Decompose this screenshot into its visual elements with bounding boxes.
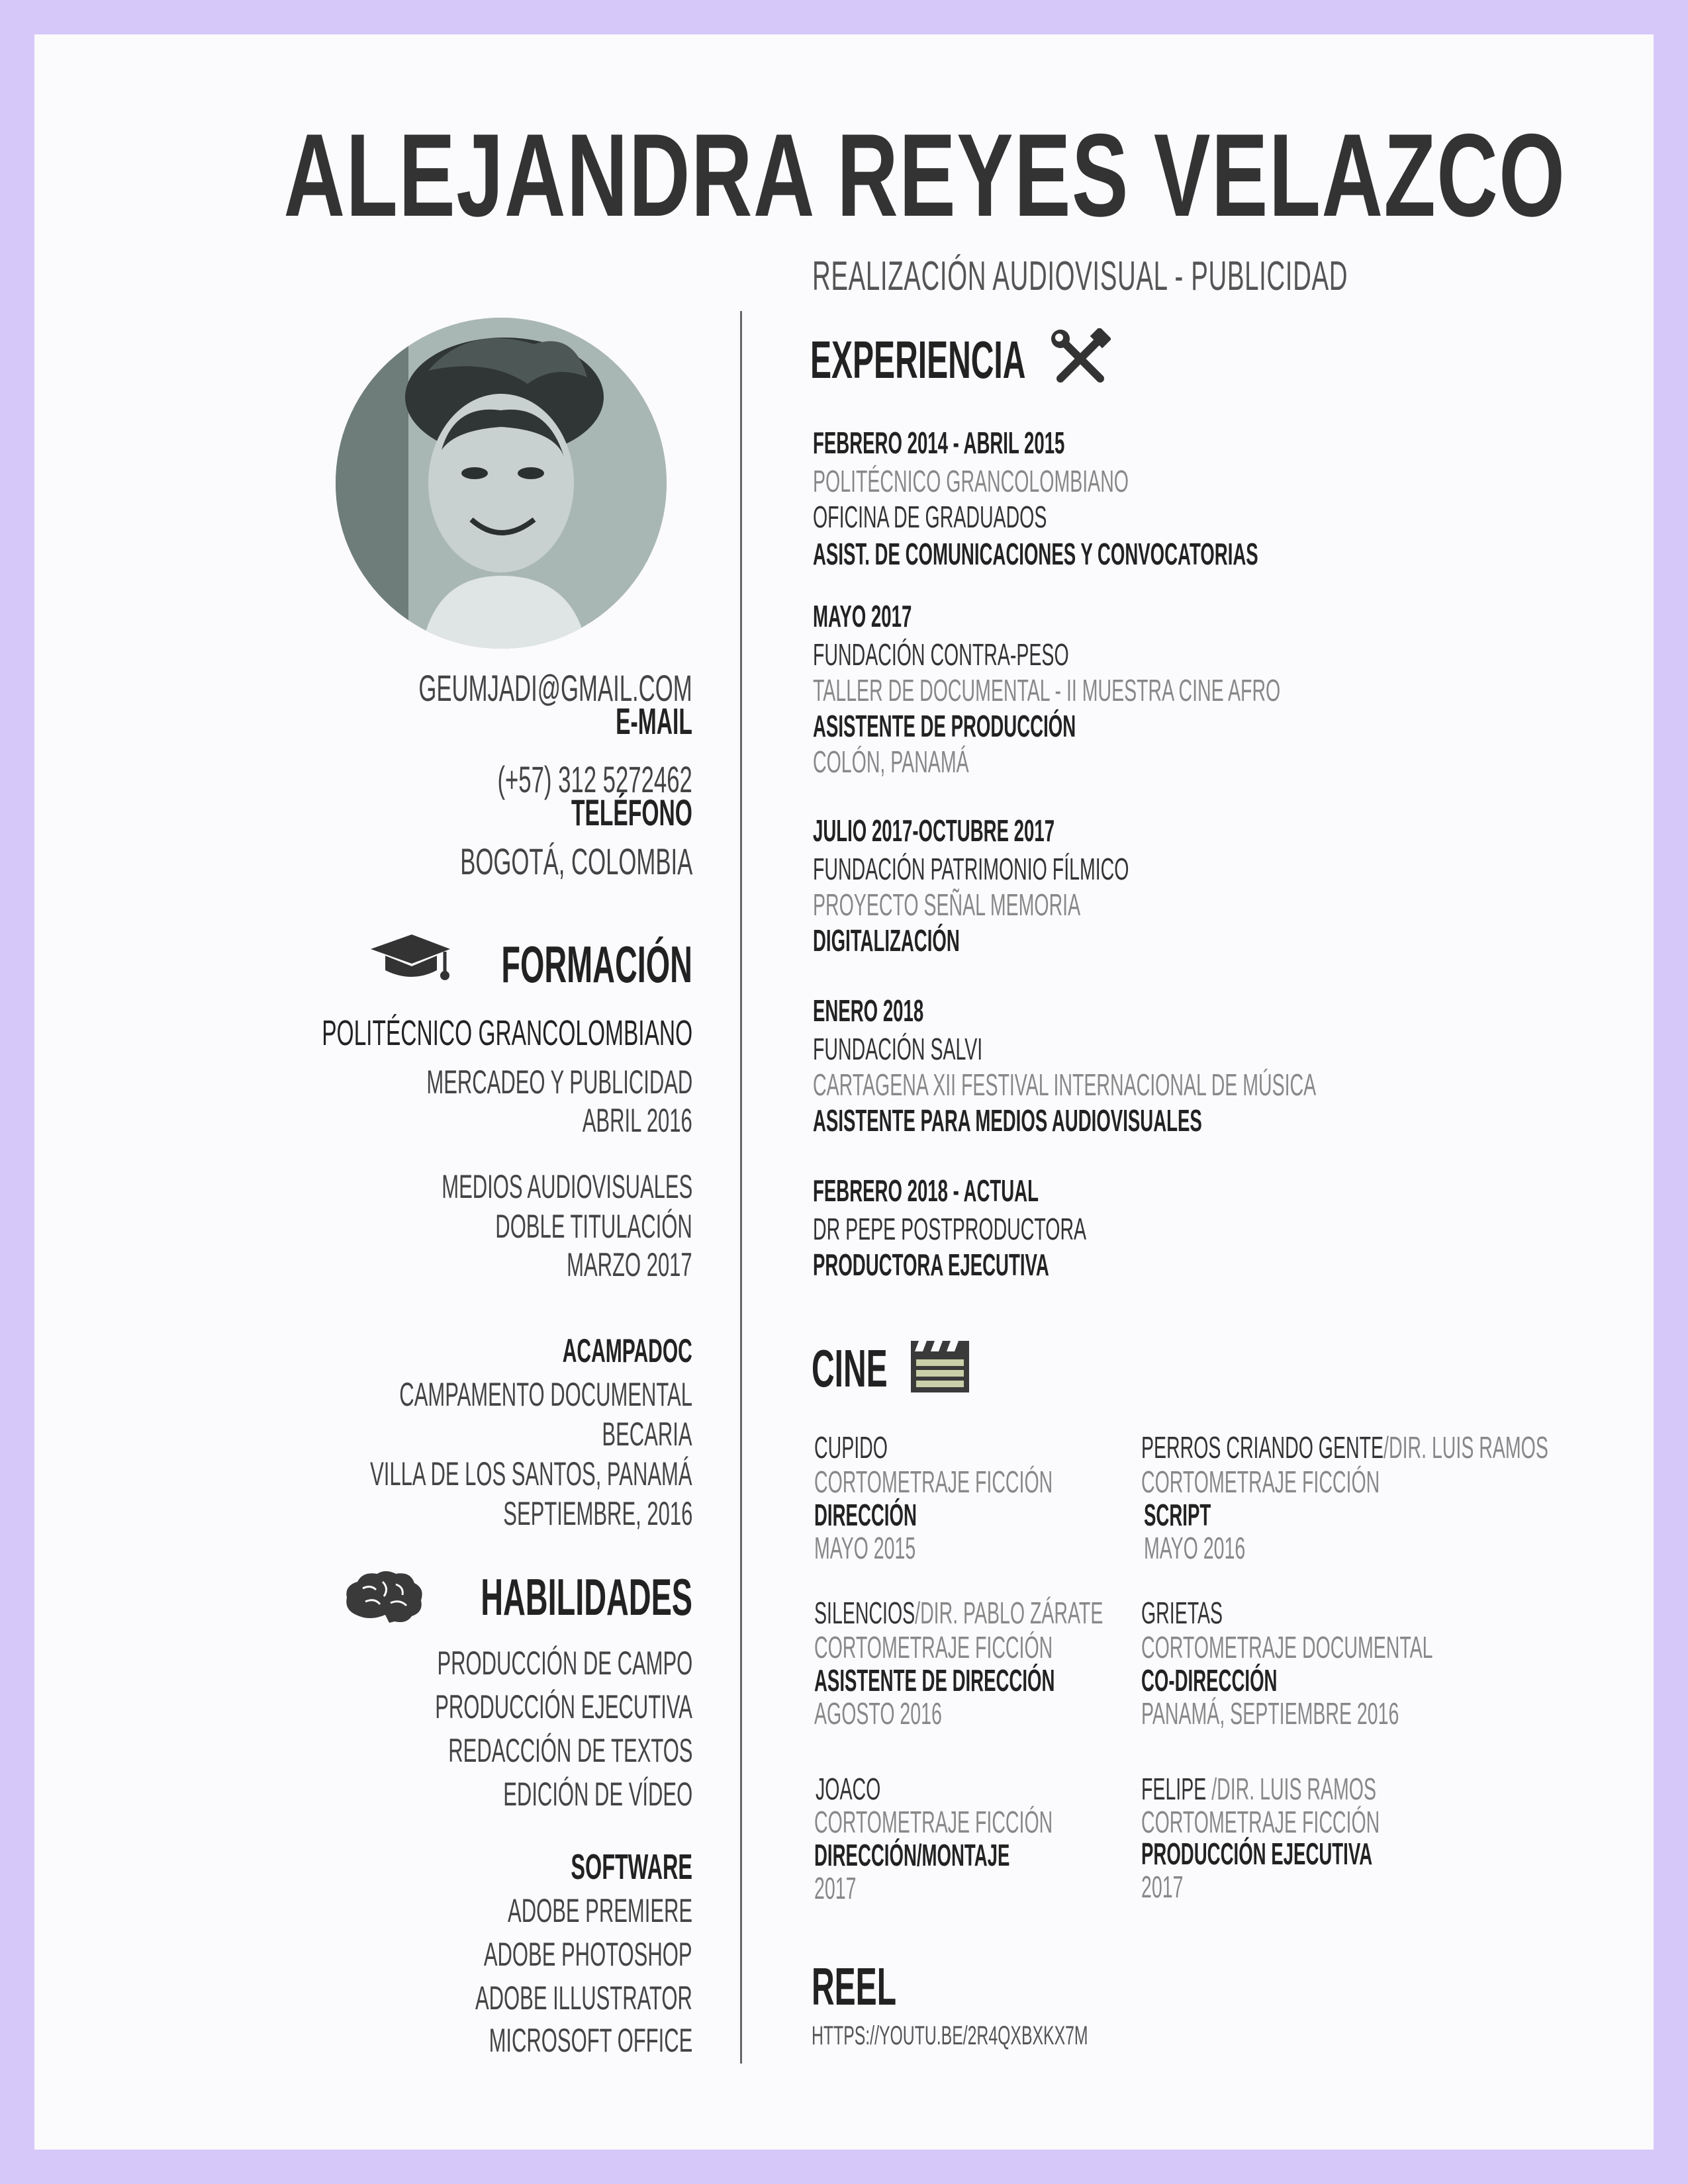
exp-role: ASISTENTE PARA MEDIOS AUDIOVISUALES — [813, 1103, 1202, 1138]
tools-icon — [1050, 328, 1111, 389]
film-type: CORTOMETRAJE FICCIÓN — [814, 1630, 1053, 1664]
film-title-line — [814, 1598, 1103, 1628]
exp-project: CARTAGENA XII FESTIVAL INTERNACIONAL DE MÚSICA — [813, 1068, 1317, 1102]
cine-title: CINE — [812, 1339, 888, 1398]
film-director: /DIR. LUIS RAMOS — [1211, 1772, 1377, 1806]
exp-org: FUNDACIÓN PATRIMONIO FÍLMICO — [813, 852, 1129, 886]
reel-title: REEL — [812, 1957, 897, 2016]
film-date: PANAMÁ, SEPTIEMBRE 2016 — [1141, 1696, 1399, 1731]
place-3: VILLA DE LOS SANTOS, PANAMÁ — [370, 1455, 692, 1492]
exp-date: ENERO 2018 — [813, 993, 924, 1028]
film-date: 2017 — [1141, 1870, 1184, 1904]
film-director: /DIR. LUIS RAMOS — [1383, 1430, 1548, 1465]
film-role: DIRECCIÓN — [814, 1498, 917, 1532]
exp-org: POLITÉCNICO GRANCOLOMBIANO — [813, 464, 1129, 498]
film-role: DIRECCIÓN/MONTAJE — [814, 1838, 1010, 1872]
film-role: SCRIPT — [1144, 1498, 1211, 1532]
date-2: MARZO 2017 — [567, 1246, 692, 1283]
film-role: PRODUCCIÓN EJECUTIVA — [1141, 1837, 1373, 1871]
exp-role: ASIST. DE COMUNICACIONES Y CONVOCATORIAS — [813, 537, 1258, 571]
candidate-name: ALEJANDRA REYES VELAZCO — [283, 109, 1566, 241]
exp-org: FUNDACIÓN SALVI — [813, 1032, 983, 1066]
column-divider — [740, 311, 742, 2064]
reel-link[interactable]: HTTPS://YOUTU.BE/2R4QXBXKX7M — [812, 2021, 1088, 2050]
resume-page — [34, 34, 1654, 2150]
skill-item: PRODUCCIÓN DE CAMPO — [437, 1645, 692, 1682]
film-title-line — [1141, 1774, 1376, 1804]
skill-item: PRODUCCIÓN EJECUTIVA — [435, 1688, 692, 1725]
exp-project: TALLER DE DOCUMENTAL - II MUESTRA CINE AFRO — [813, 673, 1281, 707]
software-item: ADOBE PHOTOSHOP — [484, 1936, 692, 1973]
experiencia-title: EXPERIENCIA — [810, 330, 1026, 389]
film-title: JOACO — [816, 1772, 881, 1806]
film-type: CORTOMETRAJE FICCIÓN — [814, 1465, 1053, 1499]
exp-date: FEBRERO 2014 - ABRIL 2015 — [813, 426, 1065, 460]
email-value[interactable]: GEUMJADI@GMAIL.COM — [418, 667, 692, 709]
exp-role: DIGITALIZACIÓN — [813, 923, 960, 958]
role-3: BECARIA — [602, 1416, 692, 1453]
program-2-note: DOBLE TITULACIÓN — [495, 1208, 692, 1245]
exp-date: FEBRERO 2018 - ACTUAL — [813, 1173, 1039, 1208]
date-1: ABRIL 2016 — [582, 1102, 692, 1139]
candidate-subtitle: REALIZACIÓN AUDIOVISUAL - PUBLICIDAD — [812, 253, 1348, 299]
exp-date: JULIO 2017-OCTUBRE 2017 — [813, 813, 1055, 848]
film-role: CO-DIRECCIÓN — [1141, 1663, 1278, 1698]
formacion-title: FORMACIÓN — [501, 935, 692, 993]
software-title: SOFTWARE — [571, 1847, 692, 1887]
skill-item: REDACCIÓN DE TEXTOS — [447, 1732, 692, 1769]
film-title: FELIPE — [1141, 1772, 1207, 1806]
film-title: SILENCIOS — [814, 1596, 915, 1630]
software-item: ADOBE ILLUSTRATOR — [475, 1979, 692, 2017]
film-director: /DIR. PABLO ZÁRATE — [915, 1596, 1103, 1630]
exp-date: MAYO 2017 — [813, 599, 912, 633]
clapperboard-icon — [910, 1340, 970, 1394]
film-type: CORTOMETRAJE FICCIÓN — [814, 1805, 1053, 1839]
film-title: CUPIDO — [814, 1430, 888, 1465]
film-title-line — [1141, 1432, 1548, 1463]
program-3: CAMPAMENTO DOCUMENTAL — [399, 1376, 692, 1413]
film-type: CORTOMETRAJE FICCIÓN — [1141, 1465, 1380, 1499]
exp-role: ASISTENTE DE PRODUCCIÓN — [813, 709, 1076, 743]
software-item: MICROSOFT OFFICE — [489, 2022, 692, 2059]
film-title: PERROS CRIANDO GENTE — [1141, 1430, 1384, 1465]
film-type: CORTOMETRAJE FICCIÓN — [1141, 1805, 1380, 1839]
film-date: AGOSTO 2016 — [814, 1696, 942, 1731]
film-date: MAYO 2016 — [1144, 1531, 1246, 1565]
profile-photo — [336, 318, 667, 649]
exp-org: DR PEPE POSTPRODUCTORA — [813, 1212, 1087, 1246]
phone-label: TELÉFONO — [571, 792, 692, 833]
film-title: GRIETAS — [1141, 1596, 1223, 1630]
program-1: MERCADEO Y PUBLICIDAD — [426, 1064, 692, 1101]
exp-project: PROYECTO SEÑAL MEMORIA — [813, 887, 1081, 922]
exp-unit: OFICINA DE GRADUADOS — [813, 500, 1047, 534]
email-label: E-MAIL — [616, 700, 692, 742]
film-type: CORTOMETRAJE DOCUMENTAL — [1141, 1630, 1433, 1664]
habilidades-title: HABILIDADES — [481, 1568, 692, 1626]
exp-role: PRODUCTORA EJECUTIVA — [813, 1248, 1049, 1282]
film-role: ASISTENTE DE DIRECCIÓN — [814, 1663, 1055, 1698]
institution-2: ACAMPADOC — [562, 1332, 692, 1369]
exp-place: COLÓN, PANAMÁ — [813, 745, 969, 779]
skill-item: EDICIÓN DE VÍDEO — [503, 1776, 692, 1813]
location-value: BOGOTÁ, COLOMBIA — [459, 841, 692, 882]
portrait-illustration — [336, 318, 667, 649]
phone-value[interactable]: (+57) 312 5272462 — [497, 758, 692, 800]
date-3: SEPTIEMBRE, 2016 — [502, 1495, 692, 1532]
institution-1: POLITÉCNICO GRANCOLOMBIANO — [322, 1013, 692, 1053]
film-date: 2017 — [814, 1871, 857, 1905]
program-2: MEDIOS AUDIOVISUALES — [442, 1168, 692, 1205]
film-date: MAYO 2015 — [814, 1531, 916, 1565]
exp-org: FUNDACIÓN CONTRA-PESO — [813, 637, 1069, 672]
software-item: ADOBE PREMIERE — [507, 1892, 692, 1929]
